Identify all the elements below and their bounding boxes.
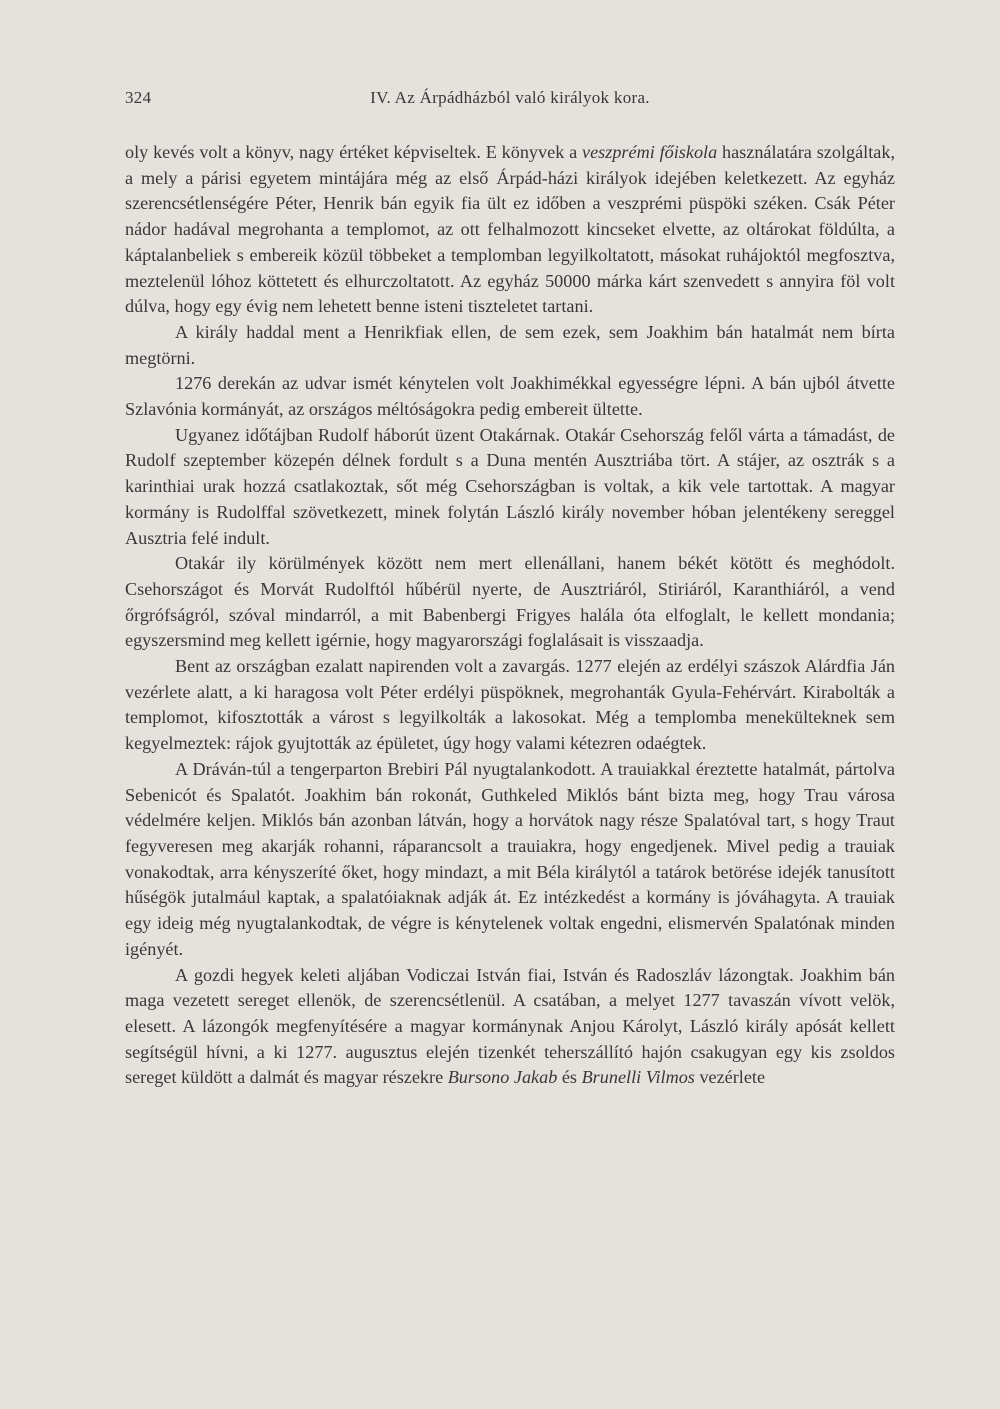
page-header — [125, 88, 895, 114]
body-text — [125, 140, 895, 1091]
paragraph — [125, 963, 895, 1092]
italic-segment: Bursono Jakab — [447, 1067, 558, 1088]
italic-segment: Brunelli Vilmos — [581, 1067, 695, 1088]
paragraph — [125, 140, 895, 320]
paragraph — [125, 423, 895, 552]
text-segment: Ugyanez időtájban Rudolf háborút üzent Otakárnak. Otakár Csehország felől várta a támadást, de Rudolf szeptember közepén délnek fordult s a Duna mentén Ausztriába tört. A stájer, az osztrák s a karinthiai urak hozzá csatlakoztak, sőt még Csehországban is voltak, a kik vele tartottak. A magyar kormány is Rudolffal szövetkezett, minek folytán László király november hóban jelentékeny sereggel Ausztria felé indult. — [125, 424, 895, 548]
paragraph — [125, 757, 895, 963]
text-segment: Bent az országban ezalatt napirenden volt a zavargás. 1277 elején az erdélyi szászok Alárdfia Ján vezérlete alatt, a ki haragosa volt Péter erdélyi püspöknek, megrohanták Gyula-Fehérvárt. Kirabolták a templomot, kifosztották a várost s legyilkolták a lakosokat. Még a templomba menekülteknek sem kegyelmeztek: rájok gyujtották az épületet, úgy hogy valami kétezren odaégtek. — [125, 656, 895, 754]
text-segment: vezérlete — [694, 1067, 766, 1088]
text-segment: A gozdi hegyek keleti aljában Vodiczai István fiai, István és Radoszláv lázongtak. Joakhim bán maga vezetett sereget ellenök, de szerencsétlenül. A csatában, a melyet 1277 tavaszán vívott velök, elesett. A lázongók megfenyítésére a magyar kormánynak Anjou Károlyt, László király apósát kellett segítségül hívni, a ki 1277. augusztus elején tizenkét teherszállító hajón csakugyan egy kis zsoldos sereget küldött a dalmát és magyar részekre — [125, 964, 895, 1088]
paragraph — [125, 320, 895, 371]
italic-segment: veszprémi főiskola — [582, 142, 718, 162]
text-segment: oly kevés volt a könyv, nagy értéket képviseltek. E könyvek a — [125, 142, 583, 162]
paragraph — [125, 551, 895, 654]
text-segment: és — [557, 1067, 582, 1088]
paragraph — [125, 654, 895, 757]
text-segment: A király haddal ment a Henrikfiak ellen, de sem ezek, sem Joakhim bán hatalmát nem bírta megtörni. — [125, 321, 895, 368]
text-segment: használatára szolgáltak, a mely a párisi egyetem mintájára még az első Árpád-házi királyok idejében keletkezett. Az egyház szerencsétlenségére Péter, Henrik bán egyik fia ült ez időben a veszprémi püspöki széken. Csák Péter nádor hadával megrohanta a templomot, az ott felhalmozott kincseket elvette, az oltárokat földúlta, a káptalanbeliek s embereik közül többeket a templomban legyilkoltatott, másokat ruhájoktól megfosztva, meztelenül lóhoz köttetett és elhurczoltatott. Az egyház 50000 márka kárt szenvedett s annyira föl volt dúlva, hogy egy évig nem lehetett benne isteni tiszteletet tartani. — [125, 142, 895, 317]
page-number: 324 — [125, 88, 152, 107]
text-segment: Otakár ily körülmények között nem mert ellenállani, hanem békét kötött és meghódolt. Csehországot és Morvát Rudolftól hűbérül nyerte, de Ausztriáról, Stiriáról, Karanthiáról, a vend őrgrófságról, szóval mindarról, a mit Babenbergi Frigyes halála óta elfoglalt, le kellett mondania; egyszersmind meg kellett igérnie, hogy magyarországi foglalásait is visszaadja. — [125, 553, 895, 651]
text-segment: A Dráván-túl a tengerparton Brebiri Pál nyugtalankodott. A trauiakkal éreztette hatalmát, pártolva Sebenicót és Spalatót. Joakhim bán rokonát, Guthkeled Miklós bánt bizta meg, hogy Trau városa védelmére keljen. Miklós bán azonban látván, hogy a horvátok nagy része Spalatóval tart, s hogy Traut fegyveresen meg akarják rohanni, ráparancsolt a trauiakra, hogy engedjenek. Mivel pedig a trauiak vonakodtak, arra kényszeríté őket, hogy mindazt, a mit Béla királytól a tatárok betörése idejék tanusított hűségök jutalmául kaptak, a spalatóiaknak adják át. Ez intézkedést a kormány is jóváhagyta. A trauiak egy ideig még nyugtalankodtak, de végre is kénytelenek voltak engedni, elismervén Spalatónak minden igényét. — [125, 758, 895, 959]
text-segment: 1276 derekán az udvar ismét kénytelen volt Joakhimékkal egyességre lépni. A bán ujból átvette Szlavónia kormányát, az országos méltóságokra pedig embereit ültette. — [125, 373, 895, 420]
paragraph — [125, 371, 895, 422]
running-head: IV. Az Árpádházból való királyok kora. — [370, 88, 650, 107]
